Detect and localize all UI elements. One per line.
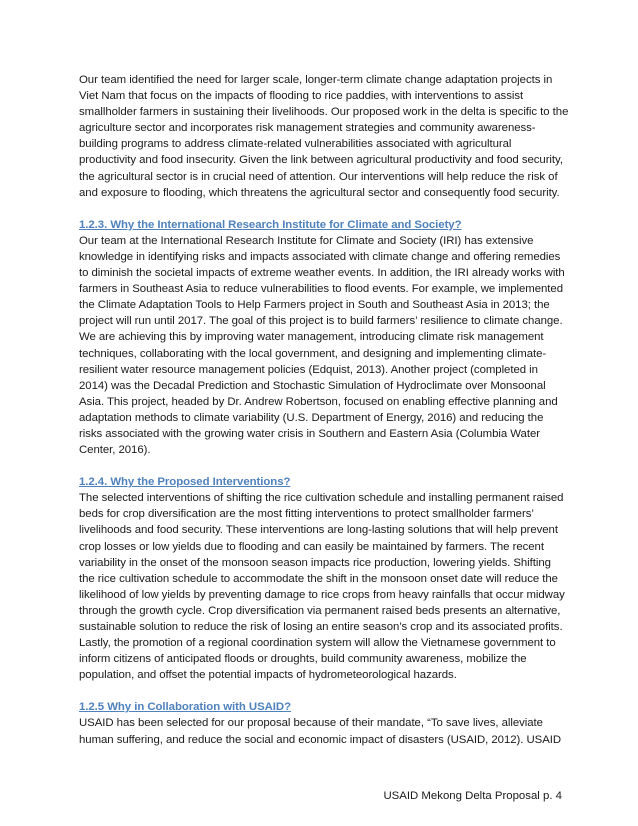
document-body (79, 72, 569, 748)
section-body-iri: Our team at the International Research Institute for Climate and Society (IRI) has extensive knowledge in identifying risks and impacts associated with climate change and offering remedies to diminish the societal impacts of extreme weather events. In addition, the IRI already works with farmers in Southeast Asia to reduce vulnerabilities to flood events. For example, we implemented the Climate Adaptation Tools to Help Farmers project in South and Southeast Asia in 2013; the project will run until 2017. The goal of this project is to build farmers’ resilience to climate change. We are achieving this by improving water management, introducing climate risk management techniques, collaborating with the local government, and designing and implementing climate-resilient water resource management policies (Edquist, 2013). Another project (completed in 2014) was the Decadal Prediction and Stochastic Simulation of Hydroclimate over Monsoonal Asia. This project, headed by Dr. Andrew Robertson, focused on enabling effective planning and adaptation methods to climate variability (U.S. Department of Energy, 2016) and reducing the risks associated with the growing water crisis in Southern and Eastern Asia (Columbia Water Center, 2016). (79, 234, 565, 457)
page-footer: USAID Mekong Delta Proposal p. 4 (383, 790, 562, 802)
section-heading-interventions[interactable]: 1.2.4. Why the Proposed Interventions? (79, 476, 291, 489)
section-body-usaid: USAID has been selected for our proposal because of their mandate, “To save lives, alleviate human suffering, and reduce the social and economic impact of disasters (USAID, 2012). USAID (79, 717, 562, 746)
section-body-interventions: The selected interventions of shifting the rice cultivation schedule and installing permanent raised beds for crop diversification are the most fitting interventions to protect smallholder farmers’ livelihoods and food security. These interventions are long-lasting solutions that will help prevent crop losses or low yields due to flooding and can easily be maintained by farmers. The recent variability in the onset of the monsoon season impacts rice production, lowering yields. Shifting the rice cultivation schedule to accommodate the shift in the monsoon onset date will reduce the likelihood of low yields by preventing damage to rice crops from heavy rainfalls that occur midway through the growth cycle. Crop diversification via permanent raised beds presents an alternative, sustainable solution to reduce the risk of losing an entire season’s crop and its associated profits. Lastly, the promotion of a regional coordination system will allow the Vietnamese government to inform citizens of anticipated floods or droughts, build community awareness, mobilize the population, and offset the potential impacts of hydrometeorological hazards. (79, 492, 565, 682)
intro-paragraph: Our team identified the need for larger scale, longer-term climate change adaptation projects in Viet Nam that focus on the impacts of flooding to rice paddies, with interventions to assist smallholder farmers in sustaining their livelihoods. Our proposed work in the delta is specific to the agriculture sector and incorporates risk management strategies and community awareness-building programs to address climate-related vulnerabilities associated with agricultural productivity and food insecurity. Given the link between agricultural productivity and food security, the agricultural sector is in crucial need of attention. Our interventions will help reduce the risk of and exposure to flooding, which threatens the agricultural sector and consequently food security. (79, 74, 569, 199)
section-heading-iri[interactable]: 1.2.3. Why the International Research Institute for Climate and Society? (79, 218, 462, 231)
section-heading-usaid[interactable]: 1.2.5 Why in Collaboration with USAID? (79, 701, 292, 714)
